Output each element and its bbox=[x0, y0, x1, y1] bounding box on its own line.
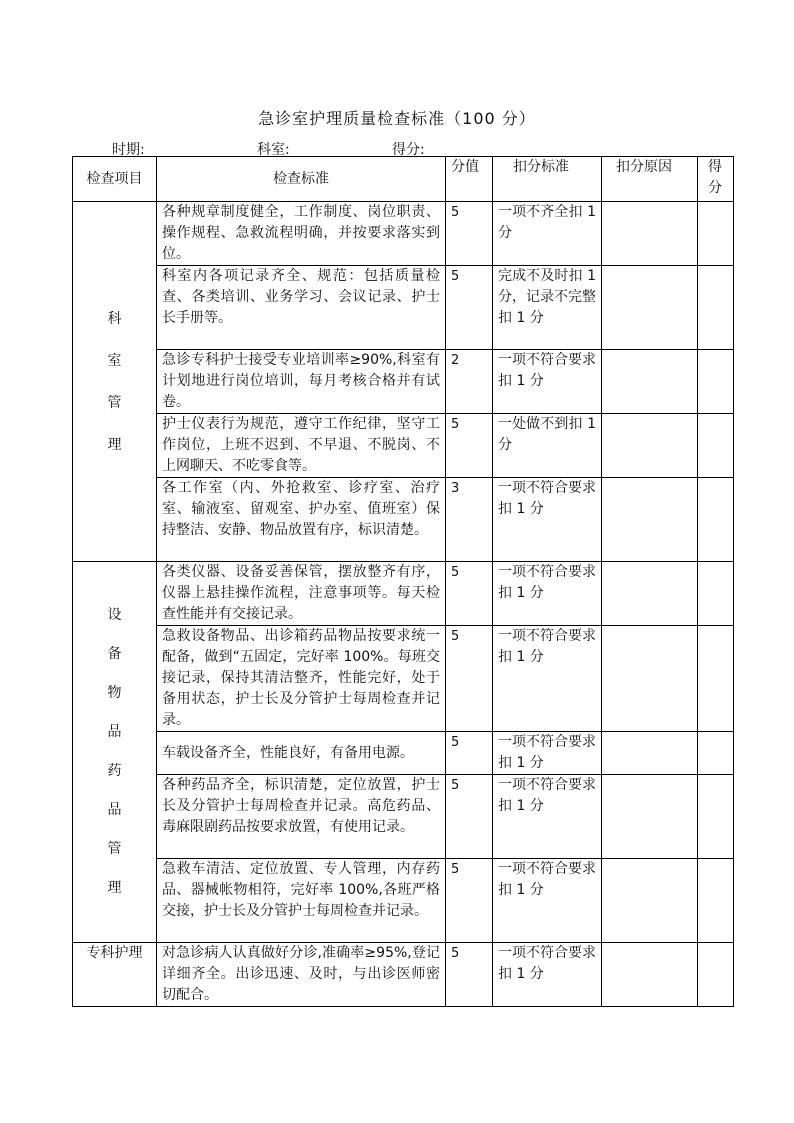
reason-cell[interactable] bbox=[602, 775, 698, 859]
score-cell[interactable] bbox=[698, 478, 734, 562]
table-row bbox=[73, 562, 734, 626]
deduction-cell: 一处做不到扣 1 分 bbox=[493, 414, 602, 478]
score-cell[interactable] bbox=[698, 626, 734, 732]
score-cell[interactable] bbox=[698, 775, 734, 859]
reason-cell[interactable] bbox=[602, 202, 698, 266]
header-points: 分值 bbox=[446, 157, 493, 202]
standard-cell: 各类仪器、设备妥善保管，摆放整齐有序，仪器上悬挂操作流程，注意事项等。每天检查性能并有交接记录。 bbox=[157, 562, 446, 626]
standard-cell: 各工作室（内、外抢救室、诊疗室、治疗室、输液室、留观室、护办室、值班室）保持整洁、安静、物品放置有序，标识清楚。 bbox=[157, 478, 446, 562]
score-cell[interactable] bbox=[698, 350, 734, 414]
score-cell[interactable] bbox=[698, 414, 734, 478]
points-cell: 2 bbox=[446, 350, 493, 414]
reason-cell[interactable] bbox=[602, 732, 698, 775]
score-label: 得分: bbox=[392, 142, 425, 158]
category-specialty-nursing: 专科护理 bbox=[73, 943, 157, 1007]
deduction-cell: 一项不符合要求扣 1 分 bbox=[493, 350, 602, 414]
table-row bbox=[73, 943, 734, 1007]
score-cell[interactable] bbox=[698, 266, 734, 350]
header-reason: 扣分原因 bbox=[602, 157, 698, 202]
deduction-cell: 完成不及时扣 1 分，记录不完整扣 1 分 bbox=[493, 266, 602, 350]
table-row bbox=[73, 626, 734, 732]
reason-cell[interactable] bbox=[602, 943, 698, 1007]
standard-cell: 急诊专科护士接受专业培训率≥90%,科室有计划地进行岗位培训，每月考核合格并有试卷。 bbox=[157, 350, 446, 414]
points-cell: 3 bbox=[446, 478, 493, 562]
table-row bbox=[73, 859, 734, 943]
standard-cell: 各种药品齐全，标识清楚，定位放置，护士长及分管护士每周检查并记录。高危药品、毒麻限剧药品按要求放置，有使用记录。 bbox=[157, 775, 446, 859]
score-cell[interactable] bbox=[698, 562, 734, 626]
deduction-cell: 一项不符合要求扣 1 分 bbox=[493, 732, 602, 775]
points-cell: 5 bbox=[446, 202, 493, 266]
header-deduction: 扣分标准 bbox=[493, 157, 602, 202]
points-cell: 5 bbox=[446, 562, 493, 626]
deduction-cell: 一项不齐全扣 1 分 bbox=[493, 202, 602, 266]
category-equipment-drug-management: 设 备 物 品 药 品 管 理 bbox=[73, 562, 157, 943]
reason-cell[interactable] bbox=[602, 562, 698, 626]
reason-cell[interactable] bbox=[602, 266, 698, 350]
points-cell: 5 bbox=[446, 414, 493, 478]
standard-cell: 车载设备齐全，性能良好，有备用电源。 bbox=[157, 732, 446, 775]
reason-cell[interactable] bbox=[602, 414, 698, 478]
table-row bbox=[73, 775, 734, 859]
table-row bbox=[73, 414, 734, 478]
standard-cell: 对急诊病人认真做好分诊,准确率≥95%,登记详细齐全。出诊迅速、及时，与出诊医师密切配合。 bbox=[157, 943, 446, 1007]
standard-cell: 急救车清洁、定位放置、专人管理，内存药品、器械帐物相符，完好率 100%,各班严格交接，护士长及分管护士每周检查并记录。 bbox=[157, 859, 446, 943]
standard-cell: 各种规章制度健全，工作制度、岗位职责、操作规程、急救流程明确，并按要求落实到位。 bbox=[157, 202, 446, 266]
score-cell[interactable] bbox=[698, 202, 734, 266]
table-row bbox=[73, 732, 734, 775]
standard-cell: 护士仪表行为规范，遵守工作纪律，坚守工作岗位，上班不迟到、不早退、不脱岗、不上网聊天、不吃零食等。 bbox=[157, 414, 446, 478]
deduction-cell: 一项不符合要求扣 1 分 bbox=[493, 478, 602, 562]
deduction-cell: 一项不符合要求扣 1 分 bbox=[493, 943, 602, 1007]
header-score: 得分 bbox=[698, 157, 734, 202]
header-item: 检查项目 bbox=[73, 157, 157, 202]
points-cell: 5 bbox=[446, 775, 493, 859]
points-cell: 5 bbox=[446, 943, 493, 1007]
table-row bbox=[73, 350, 734, 414]
reason-cell[interactable] bbox=[602, 478, 698, 562]
deduction-cell: 一项不符合要求扣 1 分 bbox=[493, 626, 602, 732]
inspection-table bbox=[72, 156, 734, 1007]
score-cell[interactable] bbox=[698, 732, 734, 775]
deduction-cell: 一项不符合要求扣 1 分 bbox=[493, 775, 602, 859]
header-standard: 检查标准 bbox=[157, 157, 446, 202]
category-dept-management: 科 室 管 理 bbox=[73, 202, 157, 562]
points-cell: 5 bbox=[446, 626, 493, 732]
reason-cell[interactable] bbox=[602, 626, 698, 732]
table-row bbox=[73, 266, 734, 350]
reason-cell[interactable] bbox=[602, 350, 698, 414]
standard-cell: 急救设备物品、出诊箱药品物品按要求统一配备，做到“五固定，完好率 100%。每班交接记录，保持其清洁整齐，性能完好，处于备用状态，护士长及分管护士每周检查并记录。 bbox=[157, 626, 446, 732]
department-label: 科室: bbox=[257, 142, 290, 158]
table-row bbox=[73, 478, 734, 562]
reason-cell[interactable] bbox=[602, 859, 698, 943]
document-title: 急诊室护理质量检查标准（100 分） bbox=[258, 109, 536, 128]
deduction-cell: 一项不符合要求扣 1 分 bbox=[493, 859, 602, 943]
points-cell: 5 bbox=[446, 266, 493, 350]
deduction-cell: 一项不符合要求扣 1 分 bbox=[493, 562, 602, 626]
standard-cell: 科室内各项记录齐全、规范：包括质量检查、各类培训、业务学习、会议记录、护士长手册等。 bbox=[157, 266, 446, 350]
points-cell: 5 bbox=[446, 859, 493, 943]
period-label: 时期: bbox=[112, 142, 145, 158]
table-header-row bbox=[73, 157, 734, 202]
score-cell[interactable] bbox=[698, 943, 734, 1007]
score-cell[interactable] bbox=[698, 859, 734, 943]
table-row bbox=[73, 202, 734, 266]
points-cell: 5 bbox=[446, 732, 493, 775]
